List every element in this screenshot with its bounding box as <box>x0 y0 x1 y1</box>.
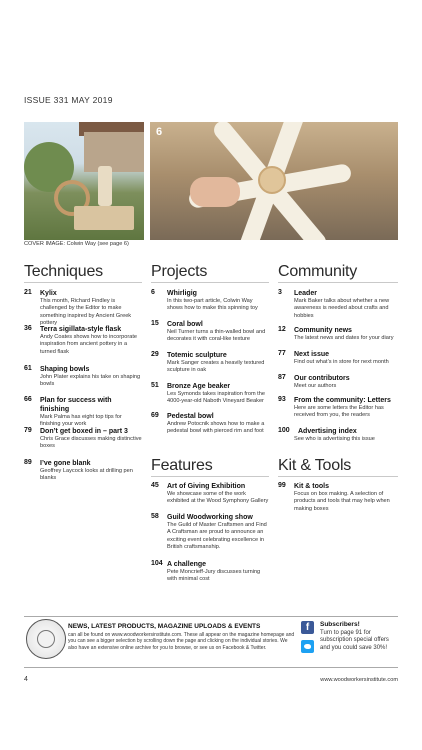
toc-title: From the community: Letters <box>294 397 391 404</box>
divider <box>278 476 398 477</box>
toc-entry[interactable] <box>278 289 398 320</box>
toc-title: Terra sigillata-style flask <box>40 326 122 333</box>
toc-entry[interactable] <box>24 289 142 328</box>
cover-photo-left <box>24 122 144 240</box>
toc-page-number: 77 <box>278 350 286 357</box>
toc-title: Advertising index <box>298 428 357 435</box>
subscribers-text: Turn to page 91 for subscription special offers and you could save 30%! <box>320 630 389 651</box>
toc-page-number: 45 <box>151 482 159 489</box>
toc-description: The Guild of Master Craftsmen and Find A Craftsman are proud to announce an exciting event celebrating excellence in British craftsmanship. <box>167 522 267 551</box>
toc-description: Geoffrey Laycock looks at drilling pen blanks <box>40 468 133 482</box>
toc-title: I’ve gone blank <box>40 460 91 467</box>
toc-entry[interactable] <box>24 427 142 451</box>
toc-page-number: 15 <box>151 320 159 327</box>
toc-entry[interactable] <box>278 482 398 513</box>
toc-page-number: 29 <box>151 351 159 358</box>
toc-page-number: 51 <box>151 382 159 389</box>
toc-description: Here are some letters the Editor has received from you, the readers <box>294 405 384 419</box>
photo-hand <box>190 177 240 207</box>
toc-page-number: 3 <box>278 289 282 296</box>
toc-title: Community news <box>294 327 352 334</box>
toc-description: John Plater explains his take on shaping bowls <box>40 374 141 388</box>
toc-title: Coral bowl <box>167 321 203 328</box>
photo-page-number: 6 <box>156 126 163 138</box>
toc-page-number: 58 <box>151 513 159 520</box>
toc-description: Andrew Potocnik shows how to make a pedestal bowl with pierced rim and foot <box>167 421 265 435</box>
toc-entry[interactable] <box>24 459 142 483</box>
toc-entry[interactable] <box>278 374 398 390</box>
divider <box>278 282 398 283</box>
toc-title: Next issue <box>294 351 330 358</box>
toc-description: Meet our authors <box>294 383 337 389</box>
photo-figure <box>98 166 112 206</box>
toc-entry[interactable] <box>278 350 398 366</box>
toc-title: Kylix <box>40 290 57 297</box>
toc-entry[interactable] <box>24 365 142 389</box>
website-link[interactable]: www.woodworkersinstitute.com <box>320 677 398 683</box>
twitter-icon[interactable] <box>301 640 314 653</box>
toc-page-number: 87 <box>278 374 286 381</box>
photo-base <box>74 206 134 230</box>
toc-entry[interactable] <box>151 351 269 375</box>
section-title-kit-tools: Kit & Tools <box>278 457 352 474</box>
toc-title: Pedestal bowl <box>167 413 214 420</box>
toc-description: Find out what’s in store for next month <box>294 359 389 365</box>
toc-entry[interactable] <box>151 382 269 406</box>
toc-title: Guild Woodworking show <box>167 514 253 521</box>
subscribers-heading: Subscribers! <box>320 621 360 628</box>
page-number: 4 <box>24 676 28 683</box>
toc-description: Chris Grace discusses making distinctive boxes <box>40 436 142 450</box>
section-title-community: Community <box>278 263 358 280</box>
toc-entry[interactable] <box>151 513 269 552</box>
toc-description: In this two-part article, Colwin Way shows how to make this spinning toy <box>167 298 258 312</box>
divider <box>151 282 269 283</box>
toc-description: Mark Baker talks about whether a new awareness is needed about crafts and hobbies <box>294 298 390 319</box>
news-text: can all be found on www.woodworkersinstitute.com. These all appear on the magazine homepage and you can see a bigger selection by scrolling down the page and clicking on the individual stories. We also have an extensive online archive for you to browse, or see us on Facebook & Twitter. <box>68 632 295 651</box>
toc-title: Totemic sculpture <box>167 352 227 359</box>
toc-page-number: 6 <box>151 289 155 296</box>
institute-seal-logo <box>26 619 66 659</box>
toc-page-number: 69 <box>151 412 159 419</box>
toc-page-number: 12 <box>278 326 286 333</box>
toc-description: Neil Turner turns a thin-walled bowl and decorates it with coral-like texture <box>167 329 266 343</box>
toc-description: See who is advertising this issue <box>294 436 375 442</box>
toc-description: Andy Coates shows how to incorporate inspiration from ancient pottery in a turned flask <box>40 334 138 355</box>
toc-entry[interactable] <box>24 396 142 429</box>
toc-page-number: 93 <box>278 396 286 403</box>
toc-title: Whirligig <box>167 290 197 297</box>
section-title-features: Features <box>151 457 213 474</box>
photo-house <box>84 132 144 172</box>
toc-entry[interactable] <box>151 560 269 584</box>
toc-page-number: 100 <box>278 427 290 434</box>
toc-description: Mark Sanger creates a heavily textured sculpture in oak <box>167 360 265 374</box>
toc-page-number: 36 <box>24 325 32 332</box>
toc-page-number: 61 <box>24 365 32 372</box>
toc-entry[interactable] <box>151 482 269 506</box>
toc-page-number: 104 <box>151 560 163 567</box>
section-title-techniques: Techniques <box>24 263 103 280</box>
toc-description: The latest news and dates for your diary <box>294 335 394 341</box>
toc-title: Bronze Age beaker <box>167 383 231 390</box>
divider <box>151 476 269 477</box>
footer-info-box <box>24 616 398 668</box>
facebook-icon[interactable]: f <box>301 621 314 634</box>
news-heading: NEWS, LATEST PRODUCTS, MAGAZINE UPLOADS & EVENTS <box>68 623 261 630</box>
toc-title: A challenge <box>167 561 207 568</box>
whirligig-photo <box>150 122 398 240</box>
photo-hub <box>258 166 286 194</box>
toc-title: Don’t get boxed in – part 3 <box>40 428 128 435</box>
toc-page-number: 79 <box>24 427 32 434</box>
toc-description: Pete Moncrieff-Jury discusses turning with minimal cost <box>167 569 261 583</box>
toc-entry[interactable] <box>24 325 142 356</box>
toc-description: Mark Palma has eight top tips for finishing your work <box>40 414 122 428</box>
toc-entry[interactable] <box>151 289 269 313</box>
section-title-projects: Projects <box>151 263 208 280</box>
toc-entry[interactable] <box>278 427 398 443</box>
toc-title: Our contributors <box>294 375 350 382</box>
toc-page-number: 66 <box>24 396 32 403</box>
toc-page-number: 21 <box>24 289 32 296</box>
toc-title: Shaping bowls <box>40 366 90 373</box>
divider <box>24 282 142 283</box>
toc-entry[interactable] <box>278 396 398 420</box>
toc-page-number: 99 <box>278 482 286 489</box>
toc-description: Les Symonds takes inspiration from the 4000-year-old Naboth Vineyard Beaker <box>167 391 265 405</box>
toc-entry[interactable] <box>278 326 398 342</box>
toc-title: Plan for success with finishing <box>40 397 112 413</box>
toc-entry[interactable] <box>151 412 269 436</box>
toc-entry[interactable] <box>151 320 269 344</box>
toc-page-number: 89 <box>24 459 32 466</box>
toc-title: Art of Giving Exhibition <box>167 483 246 490</box>
toc-description: We showcase some of the work exhibited at the Wood Symphony Gallery <box>167 491 269 505</box>
issue-label: ISSUE 331 MAY 2019 <box>24 95 113 105</box>
toc-description: This month, Richard Findley is challenged by the Editor to make something inspired by Ancient Greek pottery <box>40 298 132 327</box>
toc-title: Leader <box>294 290 317 297</box>
toc-title: Kit & tools <box>294 483 329 490</box>
cover-caption: COVER IMAGE: Colwin Way (see page 6) <box>24 241 129 247</box>
toc-description: Focus on box making. A selection of products and tools that may help when making boxes <box>294 491 390 512</box>
